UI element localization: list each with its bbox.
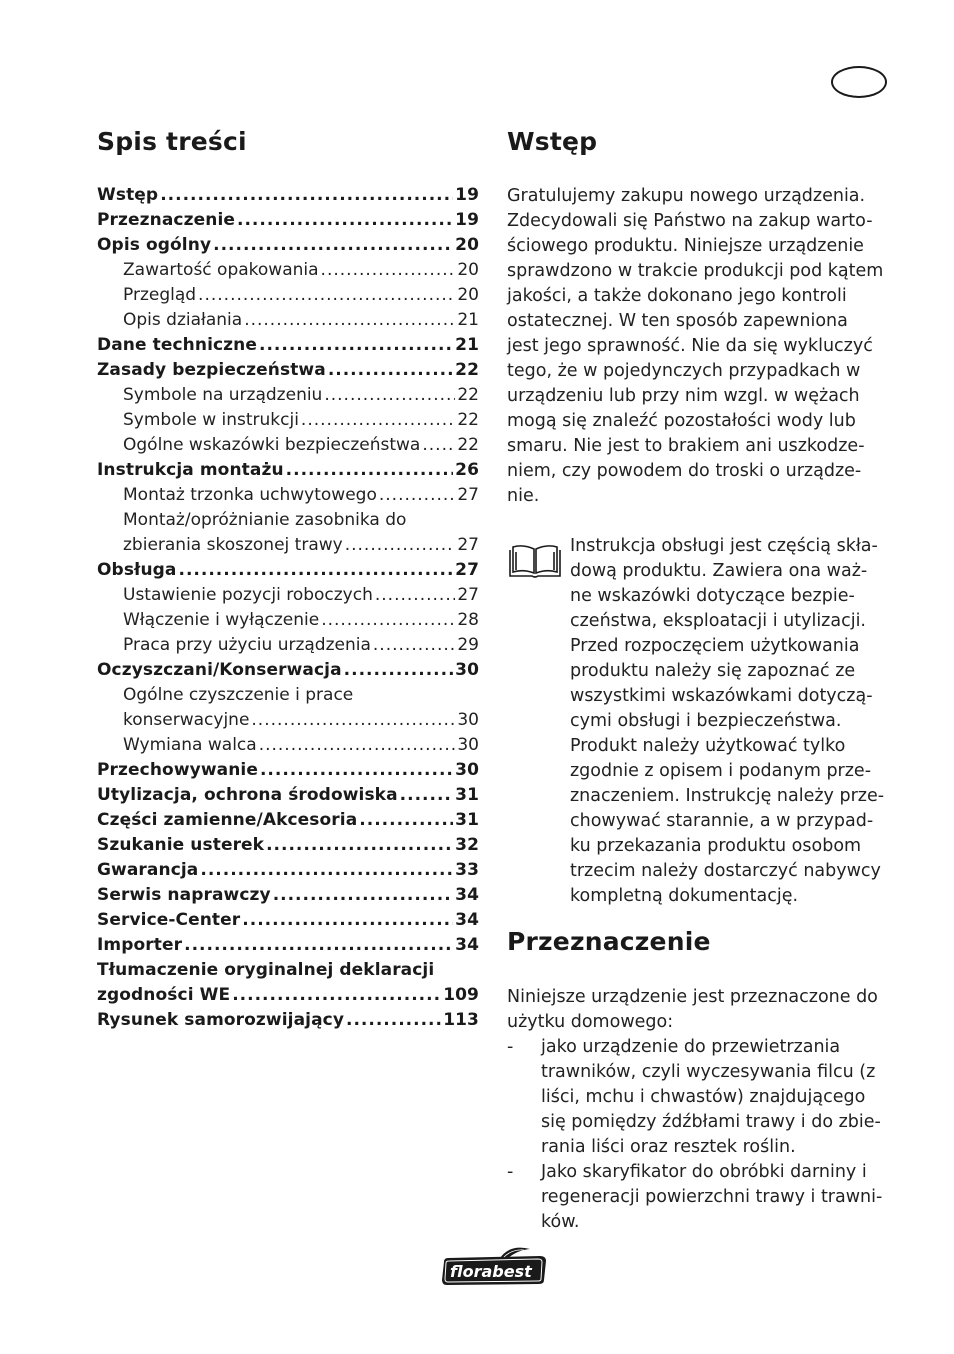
toc-leader-dots — [328, 358, 453, 383]
toc-entry-label: Ogólne wskazówki bezpieczeństwa — [123, 435, 421, 455]
toc-entry-page: 22 — [457, 410, 479, 430]
toc-entry-page: 29 — [457, 635, 479, 655]
toc-entry-label: Importer — [97, 935, 183, 955]
text-line: sprawdzono w trakcie produkcji pod kątem — [507, 261, 884, 281]
toc-entry-page: 109 — [443, 985, 479, 1005]
toc-entry-label: Service-Center — [97, 910, 241, 930]
toc-entry — [97, 408, 479, 433]
toc-entry — [97, 383, 479, 408]
toc-entry-label: Włączenie i wyłączenie — [123, 610, 320, 630]
text-line: regeneracji powierzchni trawy i trawni- — [541, 1187, 883, 1207]
text-line: Jako skaryfikator do obróbki darniny i — [541, 1162, 867, 1182]
intro-paragraph — [507, 184, 892, 509]
toc-entry — [97, 308, 479, 333]
table-of-contents — [97, 183, 479, 1033]
text-line: kompletną dokumentację. — [570, 886, 799, 906]
toc-entry-label: Przeznaczenie — [97, 210, 235, 230]
toc-leader-dots — [184, 933, 453, 958]
toc-entry-label: Symbole na urządzeniu — [123, 385, 323, 405]
toc-leader-dots — [232, 983, 441, 1008]
toc-leader-dots — [237, 208, 453, 233]
toc-entry-label: Tłumaczenie oryginalnej deklaracji — [97, 960, 435, 980]
text-line: produktu należy się zapoznać ze — [570, 661, 856, 681]
toc-entry-page: 20 — [457, 285, 479, 305]
toc-entry-label: Utylizacja, ochrona środowiska — [97, 785, 398, 805]
text-line: trzecim należy dostarczyć nabywcy — [570, 861, 881, 881]
toc-entry-label: Szukanie usterek — [97, 835, 265, 855]
toc-entry-label: zbierania skoszonej trawy — [123, 535, 343, 555]
toc-entry — [97, 683, 479, 708]
text-line: tego, że w pojedynczych przypadkach w — [507, 361, 861, 381]
language-badge — [831, 66, 887, 98]
toc-entry — [97, 433, 479, 458]
text-line: urządzeniu lub przy nim wzgl. w wężach — [507, 386, 860, 406]
toc-leader-dots — [200, 858, 453, 883]
toc-entry — [97, 758, 479, 783]
text-line: zgodnie z opisem i podanym prze- — [570, 761, 872, 781]
text-line: rania liści oraz resztek roślin. — [541, 1137, 796, 1157]
toc-entry — [97, 558, 479, 583]
toc-leader-dots — [260, 758, 453, 783]
toc-entry-label: Wymiana walca — [123, 735, 257, 755]
text-line: ściowego produktu. Niniejsze urządzenie — [507, 236, 864, 256]
toc-entry-label: Opis ogólny — [97, 235, 212, 255]
list-item — [507, 1160, 892, 1235]
text-line: ne wskazówki dotyczące bezpie- — [570, 586, 855, 606]
toc-leader-dots — [321, 608, 455, 633]
toc-leader-dots — [400, 783, 453, 808]
toc-entry-page: 34 — [455, 910, 479, 930]
toc-leader-dots — [213, 233, 453, 258]
text-line: jakości, a także dokonano jego kontroli — [507, 286, 847, 306]
toc-leader-dots — [251, 708, 455, 733]
toc-entry-page: 22 — [457, 385, 479, 405]
toc-entry-label: Zasady bezpieczeństwa — [97, 360, 326, 380]
text-line: mogą się znaleźć pozostałości wody lub — [507, 411, 856, 431]
toc-leader-dots — [259, 333, 453, 358]
toc-entry-page: 27 — [457, 535, 479, 555]
toc-entry — [97, 183, 479, 208]
toc-entry — [97, 658, 479, 683]
toc-entry-page: 19 — [455, 185, 479, 205]
text-line: Gratulujemy zakupu nowego urządzenia. — [507, 186, 866, 206]
toc-entry — [97, 233, 479, 258]
text-line: ostatecznej. W ten sposób zapewniona — [507, 311, 848, 331]
toc-entry-label: Instrukcja montażu — [97, 460, 284, 480]
toc-entry — [97, 533, 479, 558]
text-line: znaczeniem. Instrukcję należy prze- — [570, 786, 885, 806]
toc-leader-dots — [160, 183, 453, 208]
toc-leader-dots — [324, 383, 455, 408]
toc-entry-page: 30 — [457, 710, 479, 730]
svg-text:florabest: florabest — [450, 1262, 532, 1281]
toc-entry-page: 22 — [457, 435, 479, 455]
toc-entry — [97, 608, 479, 633]
text-line: smaru. Nie jest to brakiem ani uszkodze- — [507, 436, 865, 456]
toc-leader-dots — [301, 408, 455, 433]
open-book-icon — [507, 542, 563, 582]
toc-entry-label: Serwis naprawczy — [97, 885, 271, 905]
toc-entry — [97, 883, 479, 908]
toc-entry — [97, 958, 479, 983]
manual-notice-text — [570, 534, 892, 909]
text-line: ków. — [541, 1212, 580, 1232]
toc-entry — [97, 708, 479, 733]
text-line: wszystkimi wskazówkami dotyczą- — [570, 686, 873, 706]
toc-entry-label: Gwarancja — [97, 860, 199, 880]
toc-entry-label: Montaż/opróżnianie zasobnika do — [123, 510, 407, 530]
toc-leader-dots — [286, 458, 453, 483]
text-line: Niniejsze urządzenie jest przeznaczone do — [507, 987, 878, 1007]
toc-entry-label: Ustawienie pozycji roboczych — [123, 585, 373, 605]
toc-entry-page: 20 — [455, 235, 479, 255]
toc-entry — [97, 208, 479, 233]
text-line: się pomiędzy źdźbłami trawy i do zbie- — [541, 1112, 881, 1132]
purpose-section — [507, 985, 892, 1235]
text-line: cymi obsługi i bezpieczeństwa. — [570, 711, 842, 731]
toc-entry-label: Montaż trzonka uchwytowego — [123, 485, 377, 505]
toc-entry-page: 31 — [455, 810, 479, 830]
toc-entry-page: 34 — [455, 885, 479, 905]
text-line: Produkt należy użytkować tylko — [570, 736, 846, 756]
toc-entry-page: 20 — [457, 260, 479, 280]
toc-entry-page: 30 — [455, 760, 479, 780]
toc-entry-label: Praca przy użyciu urządzenia — [123, 635, 371, 655]
text-line: Instrukcja obsługi jest częścią skła- — [570, 536, 878, 556]
toc-entry — [97, 1008, 479, 1033]
toc-entry-page: 27 — [455, 560, 479, 580]
toc-entry-label: Przechowywanie — [97, 760, 258, 780]
toc-entry — [97, 733, 479, 758]
toc-leader-dots — [266, 833, 453, 858]
toc-entry — [97, 258, 479, 283]
toc-entry-page: 21 — [455, 335, 479, 355]
toc-entry — [97, 808, 479, 833]
toc-entry — [97, 833, 479, 858]
toc-entry — [97, 358, 479, 383]
toc-leader-dots — [344, 658, 453, 683]
text-line: trawników, czyli wyczesywania filcu (z — [541, 1062, 876, 1082]
toc-leader-dots — [422, 433, 455, 458]
toc-entry-label: Ogólne czyszczenie i prace — [123, 685, 354, 705]
toc-entry-label: Opis działania — [123, 310, 243, 330]
bullet-marker: - — [507, 1162, 514, 1182]
toc-entry — [97, 983, 479, 1008]
toc-leader-dots — [373, 633, 455, 658]
toc-entry — [97, 783, 479, 808]
text-line: chowywać starannie, a w przypad- — [570, 811, 874, 831]
toc-title: Spis treści — [97, 127, 247, 156]
bullet-marker: - — [507, 1037, 514, 1057]
toc-entry-label: Części zamienne/Akcesoria — [97, 810, 358, 830]
toc-leader-dots — [321, 258, 456, 283]
toc-entry — [97, 858, 479, 883]
florabest-logo — [438, 1246, 550, 1288]
text-line: dową produktu. Zawiera ona waż- — [570, 561, 868, 581]
toc-entry — [97, 333, 479, 358]
toc-entry-label: zgodności WE — [97, 985, 231, 1005]
toc-entry-label: Oczyszczani/Konserwacja — [97, 660, 342, 680]
toc-entry-label: Rysunek samorozwijający — [97, 1010, 345, 1030]
toc-leader-dots — [198, 283, 455, 308]
text-line: liści, mchu i chwastów) znajdującego — [541, 1087, 866, 1107]
toc-entry-page: 21 — [457, 310, 479, 330]
toc-entry-page: 27 — [457, 485, 479, 505]
toc-entry — [97, 458, 479, 483]
intro-title: Wstęp — [507, 127, 598, 156]
toc-entry-page: 26 — [455, 460, 479, 480]
toc-leader-dots — [273, 883, 453, 908]
toc-entry — [97, 483, 479, 508]
text-line: niem, czy powodem do troski o urządze- — [507, 461, 862, 481]
text-line: ku przekazania produktu osobom — [570, 836, 862, 856]
toc-leader-dots — [346, 1008, 441, 1033]
toc-entry — [97, 933, 479, 958]
toc-leader-dots — [244, 308, 455, 333]
purpose-list — [507, 1035, 892, 1235]
toc-entry-page: 33 — [455, 860, 479, 880]
toc-leader-dots — [359, 808, 453, 833]
purpose-intro — [507, 985, 892, 1035]
toc-entry — [97, 583, 479, 608]
text-line: Przed rozpoczęciem użytkowania — [570, 636, 860, 656]
toc-entry-label: Zawartość opakowania — [123, 260, 319, 280]
text-line: nie. — [507, 486, 540, 506]
toc-entry-page: 30 — [455, 660, 479, 680]
toc-entry — [97, 283, 479, 308]
toc-leader-dots — [379, 483, 456, 508]
toc-entry-label: Obsługa — [97, 560, 177, 580]
toc-entry-page: 28 — [457, 610, 479, 630]
toc-entry — [97, 508, 479, 533]
list-item — [507, 1035, 892, 1160]
text-line: czeństwa, eksploatacji i utylizacji. — [570, 611, 866, 631]
toc-entry-label: Symbole w instrukcji — [123, 410, 299, 430]
toc-leader-dots — [345, 533, 456, 558]
toc-entry-page: 32 — [455, 835, 479, 855]
toc-entry-page: 113 — [443, 1010, 479, 1030]
toc-entry-label: Przegląd — [123, 285, 197, 305]
toc-leader-dots — [242, 908, 453, 933]
toc-leader-dots — [179, 558, 454, 583]
toc-entry-label: Dane techniczne — [97, 335, 258, 355]
toc-entry-page: 27 — [457, 585, 479, 605]
toc-entry — [97, 633, 479, 658]
toc-entry-page: 22 — [455, 360, 479, 380]
toc-entry-page: 19 — [455, 210, 479, 230]
toc-entry-label: konserwacyjne — [123, 710, 250, 730]
toc-entry — [97, 908, 479, 933]
toc-entry-page: 30 — [457, 735, 479, 755]
toc-entry-page: 31 — [455, 785, 479, 805]
toc-leader-dots — [259, 733, 456, 758]
toc-entry-page: 34 — [455, 935, 479, 955]
toc-entry-label: Wstęp — [97, 185, 159, 205]
toc-leader-dots — [375, 583, 455, 608]
purpose-title: Przeznaczenie — [507, 927, 711, 956]
text-line: jako urządzenie do przewietrzania — [541, 1037, 841, 1057]
text-line: Zdecydowali się Państwo na zakup warto- — [507, 211, 873, 231]
text-line: użytku domowego: — [507, 1012, 674, 1032]
text-line: jest jego sprawność. Nie da się wykluczyć — [507, 336, 873, 356]
